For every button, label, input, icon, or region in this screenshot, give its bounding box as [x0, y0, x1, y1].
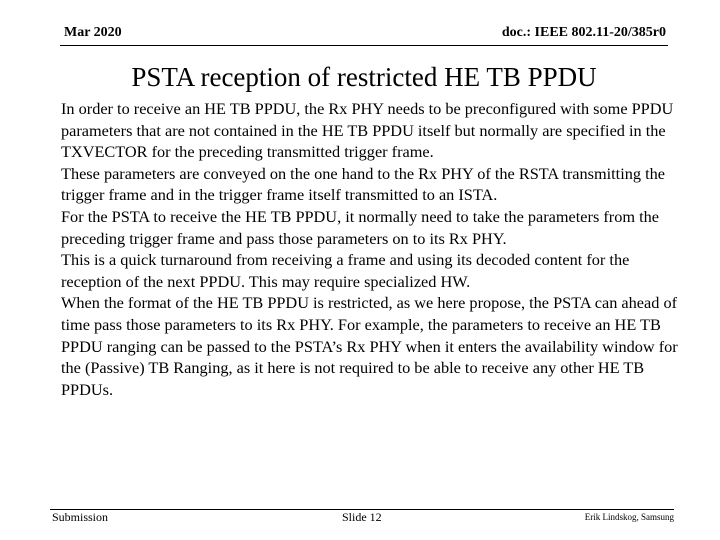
footer-slide-number: Slide 12 — [342, 510, 382, 524]
body-paragraph: When the format of the HE TB PPDU is restricted, as we here propose, the PSTA can ahead of time pass those parameters to its Rx PHY. For example, the parameters to receive an HE TB PPDU ranging can be passed to the PSTA’s Rx PHY when it enters the availability window for the (Passive) TB Ranging, as it here is not required to be able to receive any other HE TB PPDUs. — [61, 293, 678, 399]
slide-body — [61, 98, 681, 400]
body-paragraph: This is a quick turnaround from receiving a frame and using its decoded content for the reception of the next PPDU. This may require specialized HW. — [61, 250, 630, 291]
header-divider — [60, 45, 668, 46]
body-paragraph: These parameters are conveyed on the one hand to the Rx PHY of the RSTA transmitting the trigger frame and in the trigger frame itself transmitted to an ISTA. — [61, 163, 665, 205]
body-paragraph: In order to receive an HE TB PPDU, the Rx PHY needs to be preconfigured with some PPDU parameters that are not contained in the HE TB PPDU itself but normally are specified in the TXVECTOR for the preceding transmitted trigger frame. — [61, 99, 674, 162]
body-paragraph: For the PSTA to receive the HE TB PPDU, it normally need to take the parameters from the preceding trigger frame and pass those parameters on to its Rx PHY. — [61, 206, 659, 248]
footer-author: Erik Lindskog, Samsung — [584, 512, 674, 522]
header-date: Mar 2020 — [64, 25, 122, 40]
footer-submission-label: Submission — [52, 510, 109, 524]
header-document-id: doc.: IEEE 802.11-20/385r0 — [501, 25, 666, 40]
slide-title: PSTA reception of restricted HE TB PPDU — [131, 62, 597, 92]
